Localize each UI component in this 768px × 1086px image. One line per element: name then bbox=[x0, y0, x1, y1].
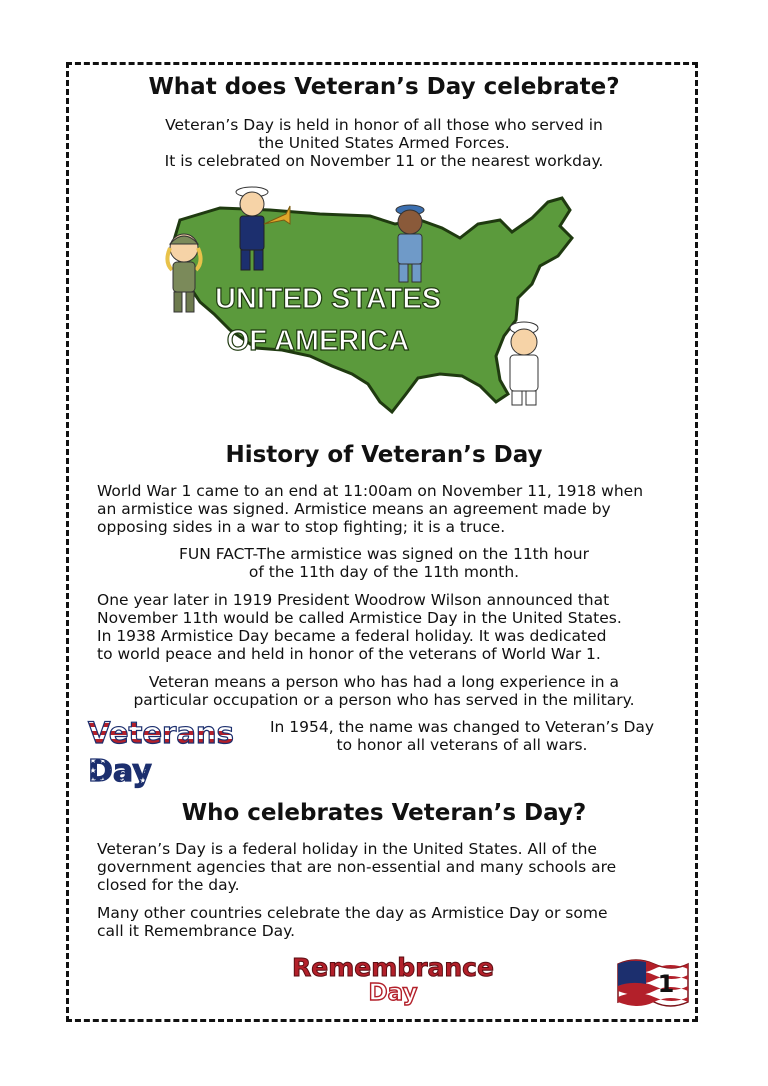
intro-line: It is celebrated on November 11 or the nearest workday. bbox=[164, 152, 604, 170]
history-line: an armistice was signed. Armistice means an agreement made by bbox=[97, 500, 611, 518]
who-paragraph-1 bbox=[97, 840, 672, 894]
who-line: Veteran’s Day is a federal holiday in the United States. All of the bbox=[97, 840, 597, 858]
map-label-line2: OF AMERICA bbox=[226, 325, 410, 357]
intro-text bbox=[70, 116, 698, 170]
who-paragraph-2 bbox=[97, 904, 672, 940]
veterans-day-logo bbox=[88, 715, 248, 787]
name-change-text bbox=[252, 718, 672, 754]
who-line: call it Remembrance Day. bbox=[97, 922, 296, 940]
fun-fact-line: FUN FACT-The armistice was signed on the 11th hour bbox=[178, 545, 590, 563]
intro-line: Veteran’s Day is held in honor of all those who served in bbox=[165, 116, 603, 134]
name-change-line: to honor all veterans of all wars. bbox=[336, 736, 588, 754]
history-paragraph-1 bbox=[97, 482, 672, 536]
history-paragraph-2 bbox=[97, 591, 672, 663]
definition-line: particular occupation or a person who has served in the military. bbox=[133, 691, 635, 709]
fun-fact bbox=[70, 545, 698, 581]
name-change-line: In 1954, the name was changed to Veteran’s Day bbox=[269, 718, 655, 736]
navy-sailor-figure bbox=[510, 322, 538, 405]
veterans-logo-line2: Day bbox=[88, 754, 152, 789]
fun-fact-line: of the 11th day of the 11th month. bbox=[248, 563, 520, 581]
history-line: In 1938 Armistice Day became a federal holiday. It was dedicated bbox=[97, 627, 607, 645]
us-flag-icon bbox=[616, 956, 690, 1010]
history-line: to world peace and held in honor of the veterans of World War 1. bbox=[97, 645, 601, 663]
history-line: opposing sides in a war to stop fighting; it is a truce. bbox=[97, 518, 506, 536]
remembrance-logo-line2: Day bbox=[368, 980, 418, 1006]
intro-line: the United States Armed Forces. bbox=[258, 134, 510, 152]
who-line: Many other countries celebrate the day as Armistice Day or some bbox=[97, 904, 608, 922]
veterans-logo-line1: Veterans bbox=[88, 716, 234, 750]
history-line: One year later in 1919 President Woodrow Wilson announced that bbox=[97, 591, 610, 609]
who-line: government agencies that are non-essential and many schools are bbox=[97, 858, 617, 876]
veteran-definition bbox=[70, 673, 698, 709]
map-label-line1: UNITED STATES bbox=[214, 283, 442, 315]
usa-map-illustration bbox=[160, 180, 590, 435]
section-title-history: History of Veteran’s Day bbox=[225, 442, 543, 468]
page-number: 1 bbox=[657, 970, 675, 998]
section-title-celebrate: What does Veteran’s Day celebrate? bbox=[148, 74, 620, 100]
who-line: closed for the day. bbox=[97, 876, 240, 894]
history-line: World War 1 came to an end at 11:00am on November 11, 1918 when bbox=[97, 482, 644, 500]
remembrance-logo-line1: Remembrance bbox=[292, 953, 494, 982]
history-line: November 11th would be called Armistice Day in the United States. bbox=[97, 609, 622, 627]
remembrance-day-logo bbox=[276, 950, 511, 1006]
definition-line: Veteran means a person who has had a long experience in a bbox=[148, 673, 620, 691]
section-title-who-celebrates: Who celebrates Veteran’s Day? bbox=[181, 800, 587, 826]
